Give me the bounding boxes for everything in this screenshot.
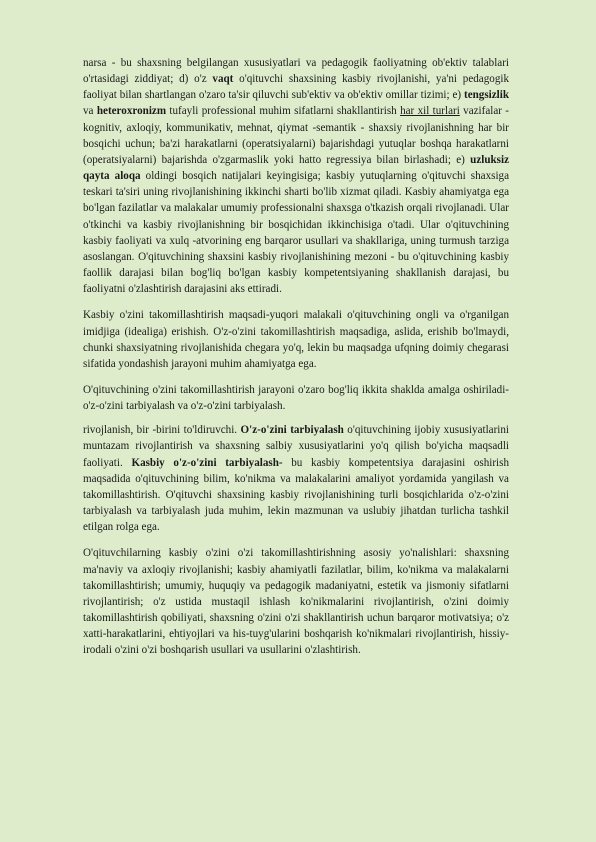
text-segment: o'qituvchi shaxsining kasbiy rivojlanishi, ya'ni pedagogik faoliyat bilan shartlangan o'zaro ta'sir qiluvchi sub'ektiv va ob'ektiv omillar tizimi; e): [83, 73, 509, 102]
text-segment: rivojlanish, bir -birini to'ldiruvchi.: [83, 424, 241, 437]
text-segment: Kasbiy o'zini takomillashtirish maqsadi-yuqori malakali o'qituvchining ongli va o'rganilgan imidjiga (idealiga) erishish. O'z-o'zini takomillashtirish maqsadiga, aslida, erishib bo'lmaydi, chunki shaxsiyatning rivojlanishida chegara yo'q, lekin bu maqsadga ufqning doimiy chegarasi sifatida yondashish jarayoni muhim ahamiyatga ega.: [83, 309, 509, 370]
text-segment: narsa - bu shaxsning belgilangan xususiyatlari va pedagogik faoliyatning ob'ektiv talablari o'rtasidagi ziddiyat; d) o'z: [83, 57, 509, 86]
bold-term-oz-ozini-tarbiyalash: O'z-o'zini tarbiyalash: [240, 424, 344, 437]
text-segment: O'qituvchilarning kasbiy o'zini o'zi takomillashtirishning asosiy yo'nalishlari: shaxsning ma'naviy va axloqiy rivojlanishi; kasbiy ahamiyatli fazilatlar, bilim, ko'nikma va malakalarni takomillashtirish; umumiy, huquqiy va pedagogik madaniyatni, estetik va jismoniy sifatlarni rivojlantirish; o'z ustida mustaqil ishlash ko'nikmalarini rivojlantirish, o'zini doimiy takomillashtirish qobiliyati, shaxsning o'zini o'zi shakllantirish uchun barqaror motivatsiya; o'z xatti-harakatlarini, ehtiyojlari va his-tuyg'ularini boshqarish ko'nikmalari rivojlantirish, hissiy-irodali o'zini o'zi boshqarish usullari va usullarini o'zlashtirish.: [83, 547, 509, 657]
paragraph-2: [83, 307, 509, 372]
text-segment: vazifalar - kognitiv, axloqiy, kommunikativ, mehnat, qiymat -semantik - shaxsiy rivojlanishning har bir bosqichi uchun; ba'zi harakatlarni (operatsiyalarni) bajarishdagi yutuqlar boshqa harakatlarni (operatsiyalarni) bajarishda o'zgarmaslik yoki hatto regressiya bilan birlashadi; e): [83, 105, 509, 166]
paragraph-1: [83, 55, 509, 297]
bold-term-vaqt: vaqt: [212, 73, 234, 86]
paragraph-5: [83, 545, 509, 658]
text-segment: oldingi bosqich natijalari keyingisiga; kasbiy yutuqlarning o'qituvchi shaxsiga teskari ta'siri uning rivojlanishining ikkinchi sharti bo'lib xizmat qiladi. Kasbiy ahamiyatga ega bo'lgan fazilatlar va malakalar umumiy professionalni shaxsga o'tkazish orqali rivojlanadi. Ular o'tkinchi va kasbiy rivojlanishning bir bosqichidan ikkinchisiga o'tadi. Ular o'qituvchining kasbiy faoliyati va xulq -atvorining eng barqaror usullari va shakllariga, uning turmush tarziga asoslangan. O'qituvchining shaxsini kasbiy rivojlanishining mezoni - bu o'qituvchining kasbiy faollik darajasi bilan bog'liq bo'lgan kasbiy kompetentsiyaning shakllanish darajasi, bu faoliyatni o'zlashtirish darajasini aks ettiradi.: [83, 170, 510, 296]
paragraph-3: [83, 382, 509, 414]
bold-term-kasbiy-oz-ozini-tarbiyalash: Kasbiy o'z-o'zini tarbiyalash-: [131, 456, 283, 469]
bold-term-heteroxronizm: heteroxronizm: [96, 105, 167, 118]
document-page: [83, 55, 509, 668]
text-segment: bu kasbiy kompetentsiya darajasini oshirish maqsadida o'qituvchining bilim, ko'nikma va malakalarini amaliyot yordamida yangilash va takomillashtirish. O'qituvchi shaxsining kasbiy rivojlanishining turli bosqichlarida o'z-o'zini tarbiyalash va tarbiyalash juda muhim, lekin mazmunan va uslubiy jihatdan turlicha tashkil etilgan rolga ega.: [83, 456, 510, 534]
text-segment: O'qituvchining o'zini takomillashtirish jarayoni o'zaro bog'liq ikkita shaklda amalga oshiriladi-o'z-o'zini tarbiyalash va o'z-o'zini tarbiyalash.: [83, 383, 509, 413]
text-segment: tufayli professional muhim sifatlarni shakllantirish: [166, 105, 401, 118]
paragraph-4: [83, 422, 509, 535]
text-segment: o'qituvchining ijobiy xususiyatlarini muntazam rivojlantirish va shaxsning salbiy xususiyatlarini yo'q qilish bo'yicha maqsadli faoliyati.: [83, 424, 510, 469]
bold-term-tengsizlik: tengsizlik: [464, 89, 509, 102]
bold-term-uzluksiz-qayta-aloqa: uzluksiz qayta aloqa: [83, 153, 509, 183]
text-segment: va: [83, 105, 97, 118]
underlined-term: har xil turlari: [400, 105, 460, 118]
